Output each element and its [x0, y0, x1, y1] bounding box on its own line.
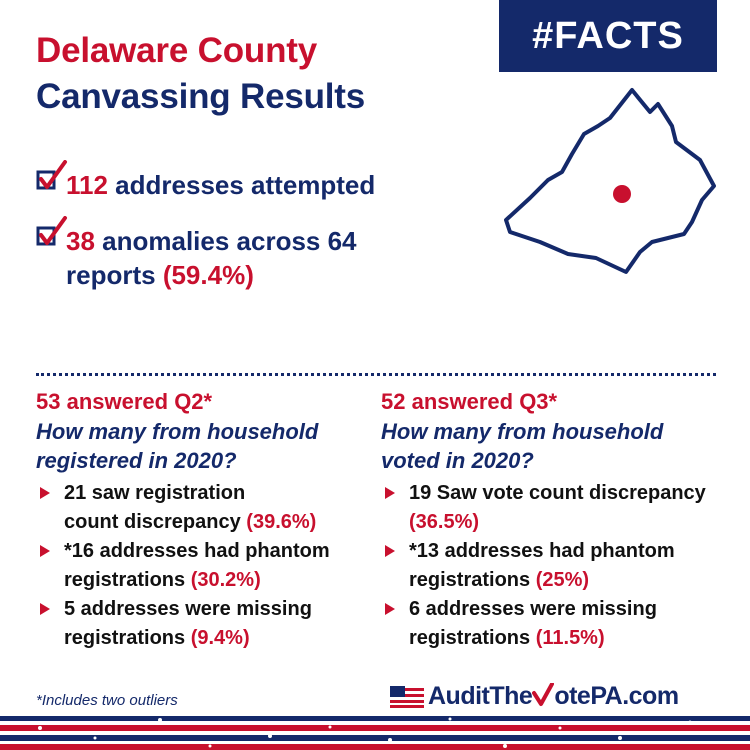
item-line-2: registrations	[64, 569, 191, 591]
list-item	[381, 479, 711, 537]
county-outline	[506, 90, 714, 272]
q2-heading: 53 answered Q2*	[36, 389, 213, 414]
list-item	[36, 479, 366, 537]
item-line-1: 19 Saw vote count discrepancy	[409, 482, 706, 504]
q3-question-line-2: voted in 2020?	[381, 448, 534, 473]
stat-text: anomalies across 64	[94, 226, 357, 256]
facts-badge: #FACTS	[499, 0, 717, 72]
location-dot	[613, 185, 631, 203]
list-item	[36, 537, 366, 595]
checkbox-check-icon	[36, 216, 68, 250]
stat-addresses-attempted	[36, 168, 375, 202]
item-line-2: count discrepancy	[64, 511, 247, 533]
item-line-1: 6 addresses were missing	[409, 598, 657, 620]
item-line-1: *13 addresses had phantom	[409, 540, 675, 562]
checkmark-v-icon	[532, 683, 554, 707]
item-percent: (39.6%)	[246, 511, 317, 533]
page-title	[36, 28, 365, 120]
item-line-2: registrations	[64, 627, 191, 649]
brand-text-b: otePA.com	[554, 682, 679, 710]
q2-question-line-1: How many from household	[36, 419, 319, 444]
stat-percent: (59.4%)	[162, 260, 254, 290]
triangle-bullet-icon	[40, 487, 50, 499]
list-item	[36, 595, 366, 653]
stat-number: 112	[66, 170, 108, 200]
item-percent: (30.2%)	[190, 569, 261, 591]
county-map-icon	[500, 82, 720, 282]
q2-question-line-2: registered in 2020?	[36, 448, 237, 473]
list-item	[381, 595, 711, 653]
stat-text-cont: reports	[66, 260, 163, 290]
brand-logo	[428, 682, 679, 711]
triangle-bullet-icon	[40, 545, 50, 557]
stat-anomalies	[36, 224, 357, 292]
q3-heading: 52 answered Q3*	[381, 389, 558, 414]
checkbox-check-icon	[36, 160, 68, 194]
flag-stripe-border	[0, 716, 750, 750]
list-item	[381, 537, 711, 595]
item-percent: (9.4%)	[190, 627, 250, 649]
title-line-1: Delaware County	[36, 31, 317, 70]
item-line-1: *16 addresses had phantom	[64, 540, 330, 562]
item-line-1: 5 addresses were missing	[64, 598, 312, 620]
stat-text: addresses attempted	[107, 170, 376, 200]
stat-number: 38	[66, 226, 95, 256]
item-line-1: 21 saw registration	[64, 482, 246, 504]
q3-section	[381, 387, 711, 653]
title-line-2: Canvassing Results	[36, 77, 366, 116]
item-percent: (25%)	[535, 569, 590, 591]
triangle-bullet-icon	[385, 545, 395, 557]
q2-section	[36, 387, 366, 653]
triangle-bullet-icon	[40, 603, 50, 615]
item-line-2: registrations	[409, 569, 536, 591]
item-line-2: registrations	[409, 627, 536, 649]
footnote: *Includes two outliers	[36, 692, 178, 709]
item-percent: (36.5%)	[409, 511, 480, 533]
flag-icon	[390, 686, 424, 708]
triangle-bullet-icon	[385, 603, 395, 615]
brand-text-a: AuditThe	[428, 682, 533, 710]
item-percent: (11.5%)	[535, 627, 605, 649]
dotted-divider	[36, 373, 716, 376]
q3-question-line-1: How many from household	[381, 419, 664, 444]
triangle-bullet-icon	[385, 487, 395, 499]
